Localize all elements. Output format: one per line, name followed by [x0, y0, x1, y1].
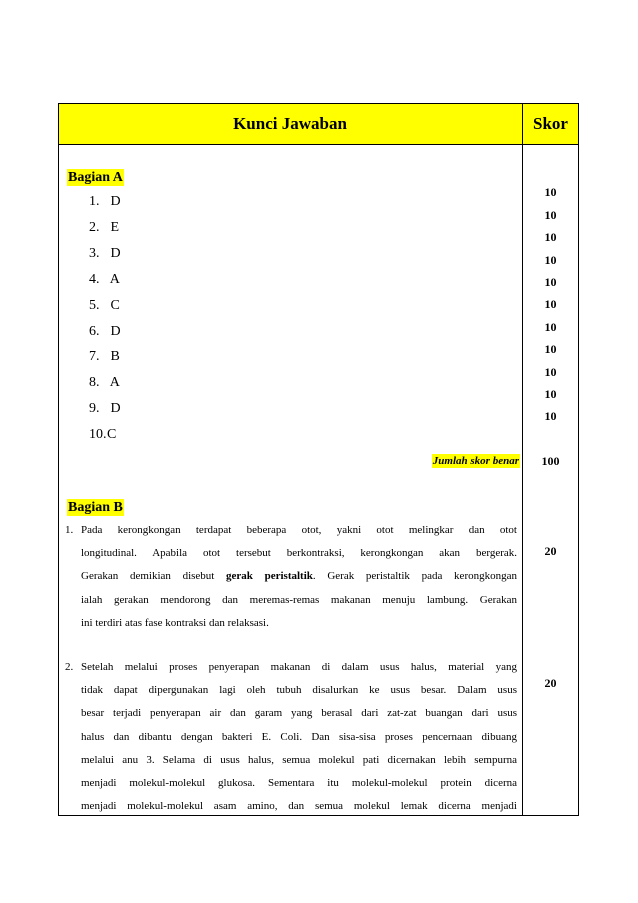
text-line: besar terjadi penyerapan air dan garam yang berasal dari zat-zat buangan dari usus — [81, 707, 517, 720]
total-score-label: Jumlah skor benar — [432, 455, 519, 467]
text-line: menjadi molekul-molekul glukosa. Sementara itu molekul-molekul protein dicerna — [81, 777, 517, 790]
answer-item: 7. B — [89, 349, 120, 364]
answer-item: 5. C — [89, 298, 120, 313]
essay-score-1: 20 — [544, 544, 557, 558]
item-score: 10 — [544, 275, 557, 289]
key-term: gerak peristaltik — [226, 570, 313, 583]
answer-item: 2. E — [89, 220, 120, 235]
text-line: tidak dapat dipergunakan lagi oleh tubuh disalurkan ke usus besar. Dalam usus — [81, 684, 517, 697]
text-line: menjadi molekul-molekul asam amino, dan semua molekul lemak dicerna menjadi — [81, 800, 517, 813]
essay-score-2: 20 — [544, 676, 557, 690]
answer-key-table — [58, 103, 579, 816]
item-score: 10 — [544, 297, 557, 311]
question-number: 2. — [65, 661, 74, 673]
text-line: Setelah melalui proses penyerapan makanan di dalam usus halus, material yang — [81, 661, 517, 673]
item-score: 10 — [544, 320, 557, 334]
text-line: longitudinal. Apabila otot tersebut berkontraksi, kerongkongan akan bergerak. — [81, 547, 517, 560]
item-score: 10 — [544, 208, 557, 222]
answer-item: 10.C — [89, 427, 117, 442]
item-score: 10 — [544, 409, 557, 423]
answer-item: 6. D — [89, 324, 121, 339]
answer-item: 8. A — [89, 375, 120, 390]
text-line: ialah gerakan mendorong dan meremas-remas makanan menuju lambung. Gerakan — [81, 593, 517, 606]
item-score: 10 — [544, 387, 557, 401]
item-score: 10 — [544, 365, 557, 379]
item-score: 10 — [544, 342, 557, 356]
essay-answer-2 — [65, 656, 517, 818]
question-number: 1. — [65, 524, 74, 536]
text-line: melalui anu 3. Selama di usus halus, semua molekul pati dicernakan lebih sempurna — [81, 753, 517, 766]
answer-item: 4. A — [89, 272, 120, 287]
item-score: 10 — [544, 253, 557, 267]
essay-answer-1 — [65, 519, 517, 635]
text-line: ini terdiri atas fase kontraksi dan relaksasi. — [81, 616, 269, 629]
total-score: 100 — [541, 454, 560, 468]
item-score: 10 — [544, 185, 557, 199]
text-line: halus dan dibantu dengan bakteri E. Coli. Dan sisa-sisa proses pencernaan dibuang — [81, 730, 517, 743]
answer-item: 9. D — [89, 401, 121, 416]
text-line: Pada kerongkongan terdapat beberapa otot, yakni otot melingkar dan otot — [81, 524, 517, 536]
header-title: Kunci Jawaban — [233, 114, 347, 133]
table-header — [59, 104, 578, 145]
item-score: 10 — [544, 230, 557, 244]
answer-item: 3. D — [89, 246, 121, 261]
section-a-label: Bagian A — [68, 170, 123, 185]
answer-item: 1. D — [89, 194, 121, 209]
text-line: Gerakan demikian disebut gerak peristaltik. Gerak peristaltik pada kerongkongan — [81, 570, 517, 583]
section-b-label: Bagian B — [68, 500, 123, 515]
header-score: Skor — [533, 114, 568, 133]
